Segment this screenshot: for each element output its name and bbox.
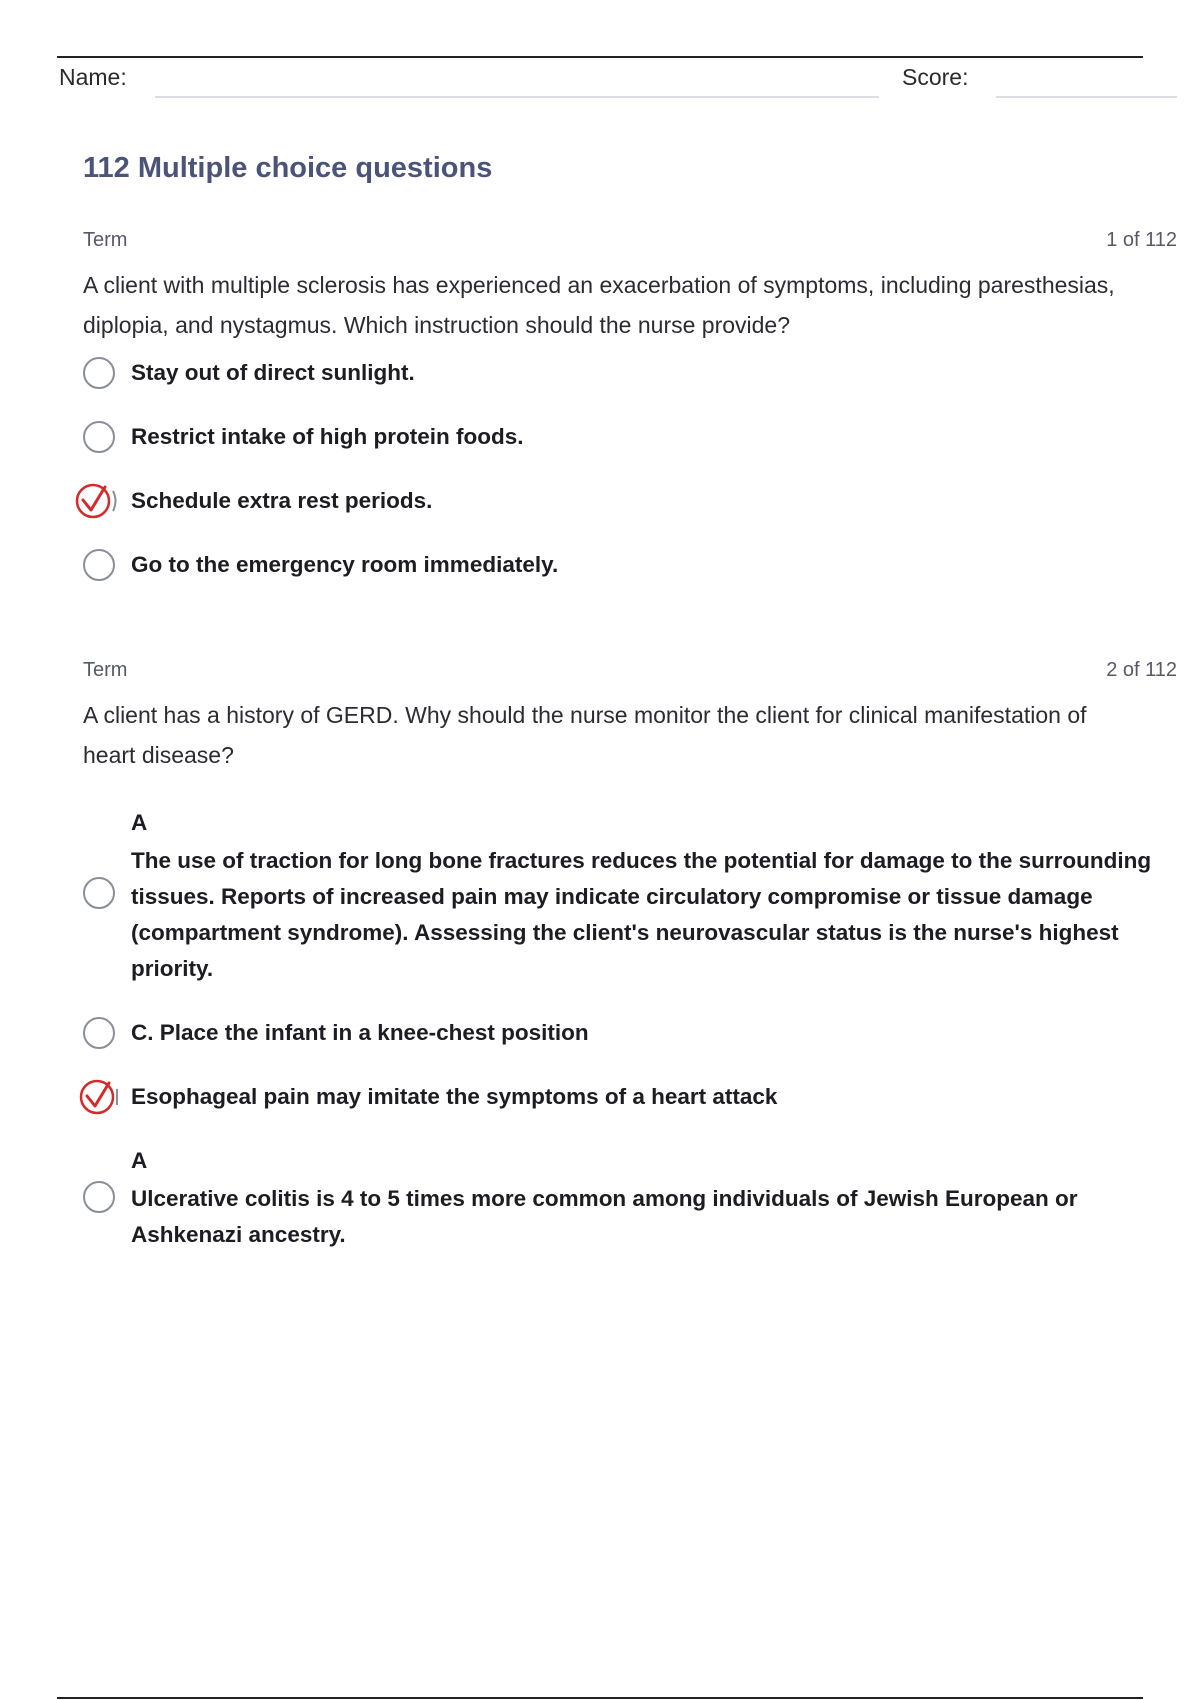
answer-options xyxy=(83,805,1177,1253)
term-label: Term xyxy=(83,659,128,681)
option-letter: A xyxy=(131,810,148,835)
option-text: Esophageal pain may imitate the symptoms of a heart attack xyxy=(131,1084,778,1109)
radio-circle-icon[interactable] xyxy=(83,1017,115,1049)
question-1 xyxy=(83,229,1177,583)
answer-option[interactable] xyxy=(83,1015,1177,1051)
top-rule xyxy=(57,56,1143,58)
answer-option[interactable] xyxy=(83,805,1177,987)
question-text: A client with multiple sclerosis has experienced an exacerbation of symptoms, including paresthesias, diplopia, and nystagmus. Which instruction should the nurse provide? xyxy=(83,272,1115,338)
answer-option-selected[interactable] xyxy=(83,483,1177,519)
page-title: 112 Multiple choice questions xyxy=(83,152,493,184)
question-counter: 1 of 112 xyxy=(1106,229,1177,251)
answer-option[interactable] xyxy=(83,355,1177,391)
question-2 xyxy=(83,659,1177,1253)
answer-option[interactable] xyxy=(83,1143,1177,1253)
answer-option-selected[interactable] xyxy=(83,1079,1177,1115)
answer-option[interactable] xyxy=(83,419,1177,455)
red-checkmark-icon[interactable] xyxy=(77,1077,125,1117)
answer-options xyxy=(83,355,1177,583)
bottom-rule xyxy=(57,1697,1143,1699)
red-checkmark-icon[interactable] xyxy=(73,481,121,521)
answer-option[interactable] xyxy=(83,547,1177,583)
option-text: Restrict intake of high protein foods. xyxy=(131,424,524,449)
score-label: Score: xyxy=(902,64,969,90)
radio-circle-icon[interactable] xyxy=(83,1181,115,1213)
option-text: Ulcerative colitis is 4 to 5 times more common among individuals of Jewish European or Ashkenazi ancestry. xyxy=(131,1186,1078,1247)
option-letter: A xyxy=(131,1148,148,1173)
radio-circle-icon[interactable] xyxy=(83,877,115,909)
name-label: Name: xyxy=(59,64,127,90)
question-text: A client has a history of GERD. Why should the nurse monitor the client for clinical manifestation of heart disease? xyxy=(83,702,1087,768)
option-text: The use of traction for long bone fractures reduces the potential for damage to the surrounding tissues. Reports of increased pain may indicate circulatory compromise or tissue damage (compartment syndrome). Assessing the client's neurovascular status is the nurse's highest priority. xyxy=(131,848,1152,981)
option-text: Stay out of direct sunlight. xyxy=(131,360,415,385)
question-counter: 2 of 112 xyxy=(1106,659,1177,681)
radio-circle-icon[interactable] xyxy=(83,421,115,453)
option-text: Go to the emergency room immediately. xyxy=(131,552,559,577)
option-text: C. Place the infant in a knee-chest position xyxy=(131,1020,589,1045)
name-field[interactable] xyxy=(155,96,879,98)
option-text: Schedule extra rest periods. xyxy=(131,488,433,513)
term-label: Term xyxy=(83,229,128,251)
score-field[interactable] xyxy=(996,96,1177,98)
radio-circle-icon[interactable] xyxy=(83,549,115,581)
radio-circle-icon[interactable] xyxy=(83,357,115,389)
